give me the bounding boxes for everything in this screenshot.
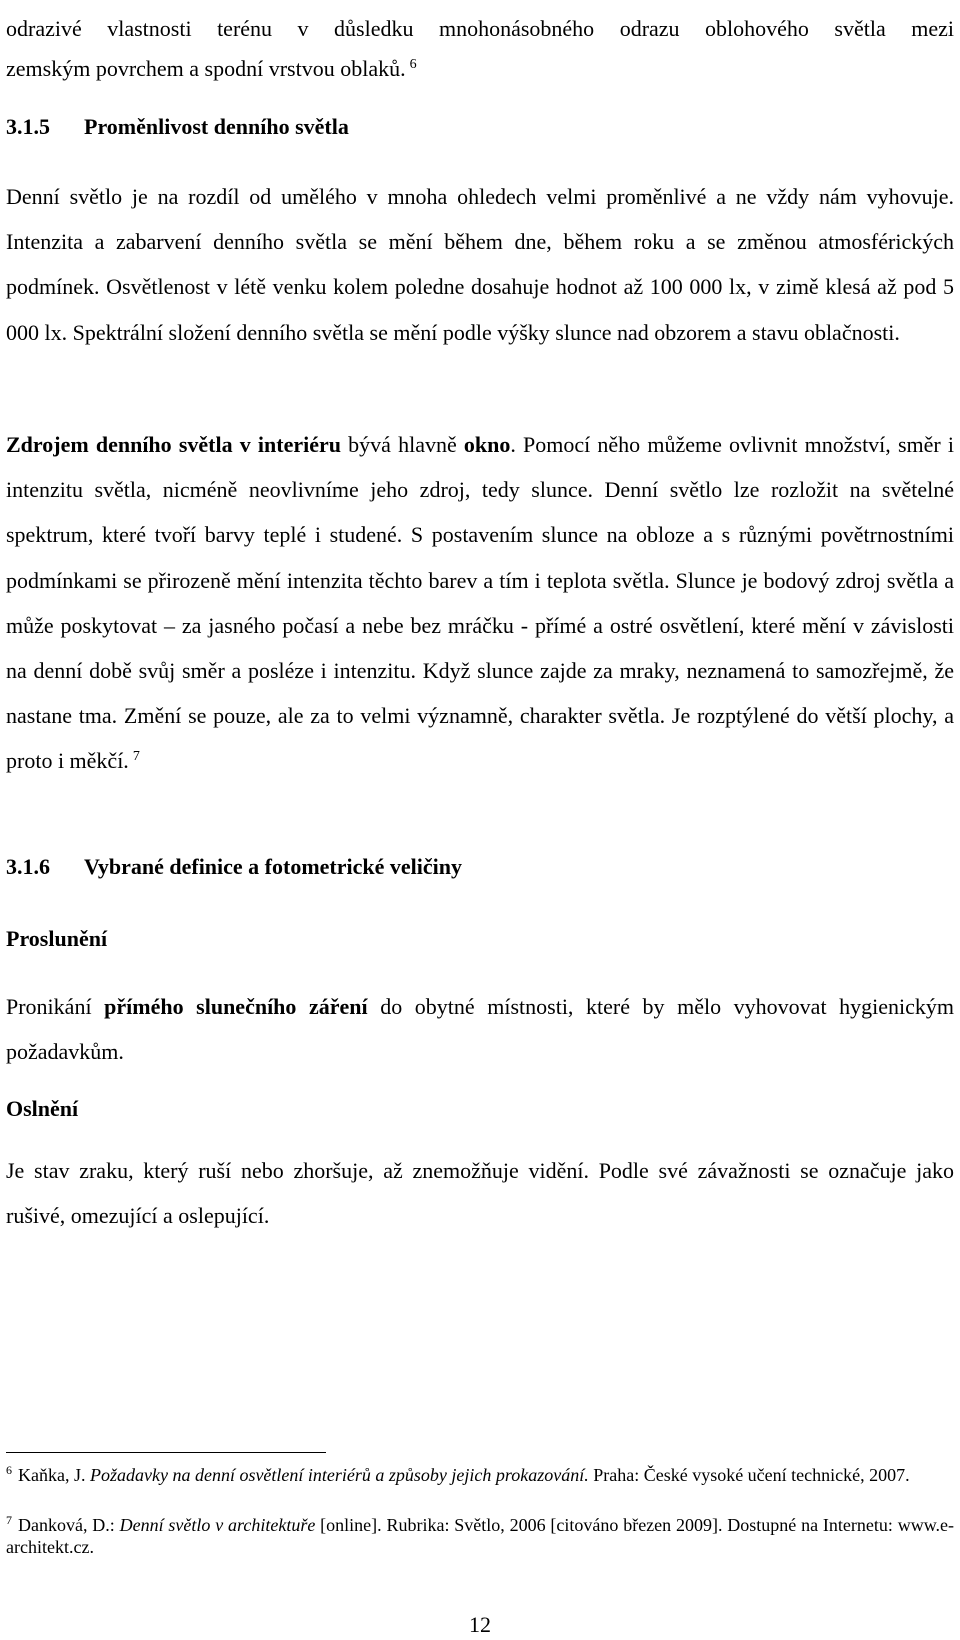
section-number: 3.1.5: [6, 114, 50, 139]
footnote-6-title: Požadavky na denní osvětlení interiérů a způsoby jejich prokazování.: [89, 1465, 589, 1485]
paragraph-window-source: [6, 422, 954, 784]
paragraph-text: Pronikání přímého slunečního záření do obytné místnosti, které by mělo vyhovovat hygienickým požadavkům.: [6, 994, 955, 1065]
bold-source: Zdrojem denního světla v interiéru: [6, 432, 341, 457]
paragraph-oslneni: [6, 1148, 954, 1238]
page-number: 12: [469, 1612, 491, 1637]
section-heading-3-1-6: [6, 852, 462, 882]
intro-line-2: zemským povrchem a spodní vrstvou oblaků. $^6$: [6, 56, 417, 82]
bold-window: okno: [463, 432, 511, 457]
section-heading-3-1-5: [6, 112, 349, 142]
section-number: 3.1.6: [6, 854, 50, 879]
section-title: Proměnlivost denního světla: [84, 114, 349, 139]
bold-direct-sunlight: přímého slunečního záření: [104, 994, 368, 1019]
paragraph-text: Je stav zraku, který ruší nebo zhoršuje, až znemožňuje vidění. Podle své závažnosti se označuje jako rušivé, omezující a oslepující.: [6, 1158, 954, 1229]
paragraph-text: Zdrojem denního světla v interiéru bývá hlavně okno. Pomocí něho můžeme ovlivnit množství, směr i intenzitu světla, nicméně neovlivníme jeho zdroj, tedy slunce. Denní světlo lze rozložit na světelné spektrum, které tvoří barvy teplé i studené. S postavením slunce na obloze a s různými povětrnostními podmínkami se přirozeně mění intenzita těchto barev a tím i teplota světla. Slunce je bodový zdroj světla a může poskytovat – za jasného počasí a nebe bez mráčku - přímé a ostré osvětlení, které mění v závislosti na denní době svůj směr a posléze i intenzitu. Když slunce zajde za mraky, neznamená to samozřejmě, že nastane tma. Změní se pouze, ale za to velmi významně, charakter světla. Je rozptýlené do větší plochy, a proto i měkčí. $^7$: [6, 432, 954, 774]
intro-line-1: odrazivé vlastnosti terénu v důsledku mnohonásobného odrazu oblohového světla mezi: [6, 16, 954, 41]
paragraph-variability: [6, 174, 954, 355]
footnote-7: $^7$ Danková, D.: Denní světlo v architektuře [online]. Rubrika: Světlo, 2006 [citováno březen 2009]. Dostupné na Internetu: www.e-architekt.cz.: [6, 1513, 955, 1557]
intro-block: [6, 6, 954, 91]
paragraph-text: Denní světlo je na rozdíl od umělého v mnoha ohledech velmi proměnlivé a ne vždy nám vyhovuje. Intenzita a zabarvení denního světla se mění během dne, během roku a se změnou atmosférických podmínek. Osvětlenost v létě venku kolem poledne dosahuje hodnot až 100 000 lx, v zimě klesá až pod 5 000 lx. Spektrální složení denního světla se mění podle výšky slunce nad obzorem a stavu oblačnosti.: [6, 184, 954, 345]
footnote-ref-6: 6: [409, 56, 417, 72]
footnote-6: $^6$ Kaňka, J. Požadavky na denní osvětlení interiérů a způsoby jejich prokazování. Praha: České vysoké učení technické, 2007.: [6, 1463, 910, 1485]
heading-oslneni: Oslnění: [6, 1096, 79, 1121]
section-title: Vybrané definice a fotometrické veličiny: [84, 854, 462, 879]
paragraph-proslunení: [6, 984, 954, 1074]
footnote-separator: [6, 1452, 326, 1453]
footnote-ref-7: 7: [132, 749, 140, 765]
footnote-7-title: Denní světlo v architektuře: [119, 1515, 316, 1535]
heading-proslunení: Proslunění: [6, 926, 108, 951]
